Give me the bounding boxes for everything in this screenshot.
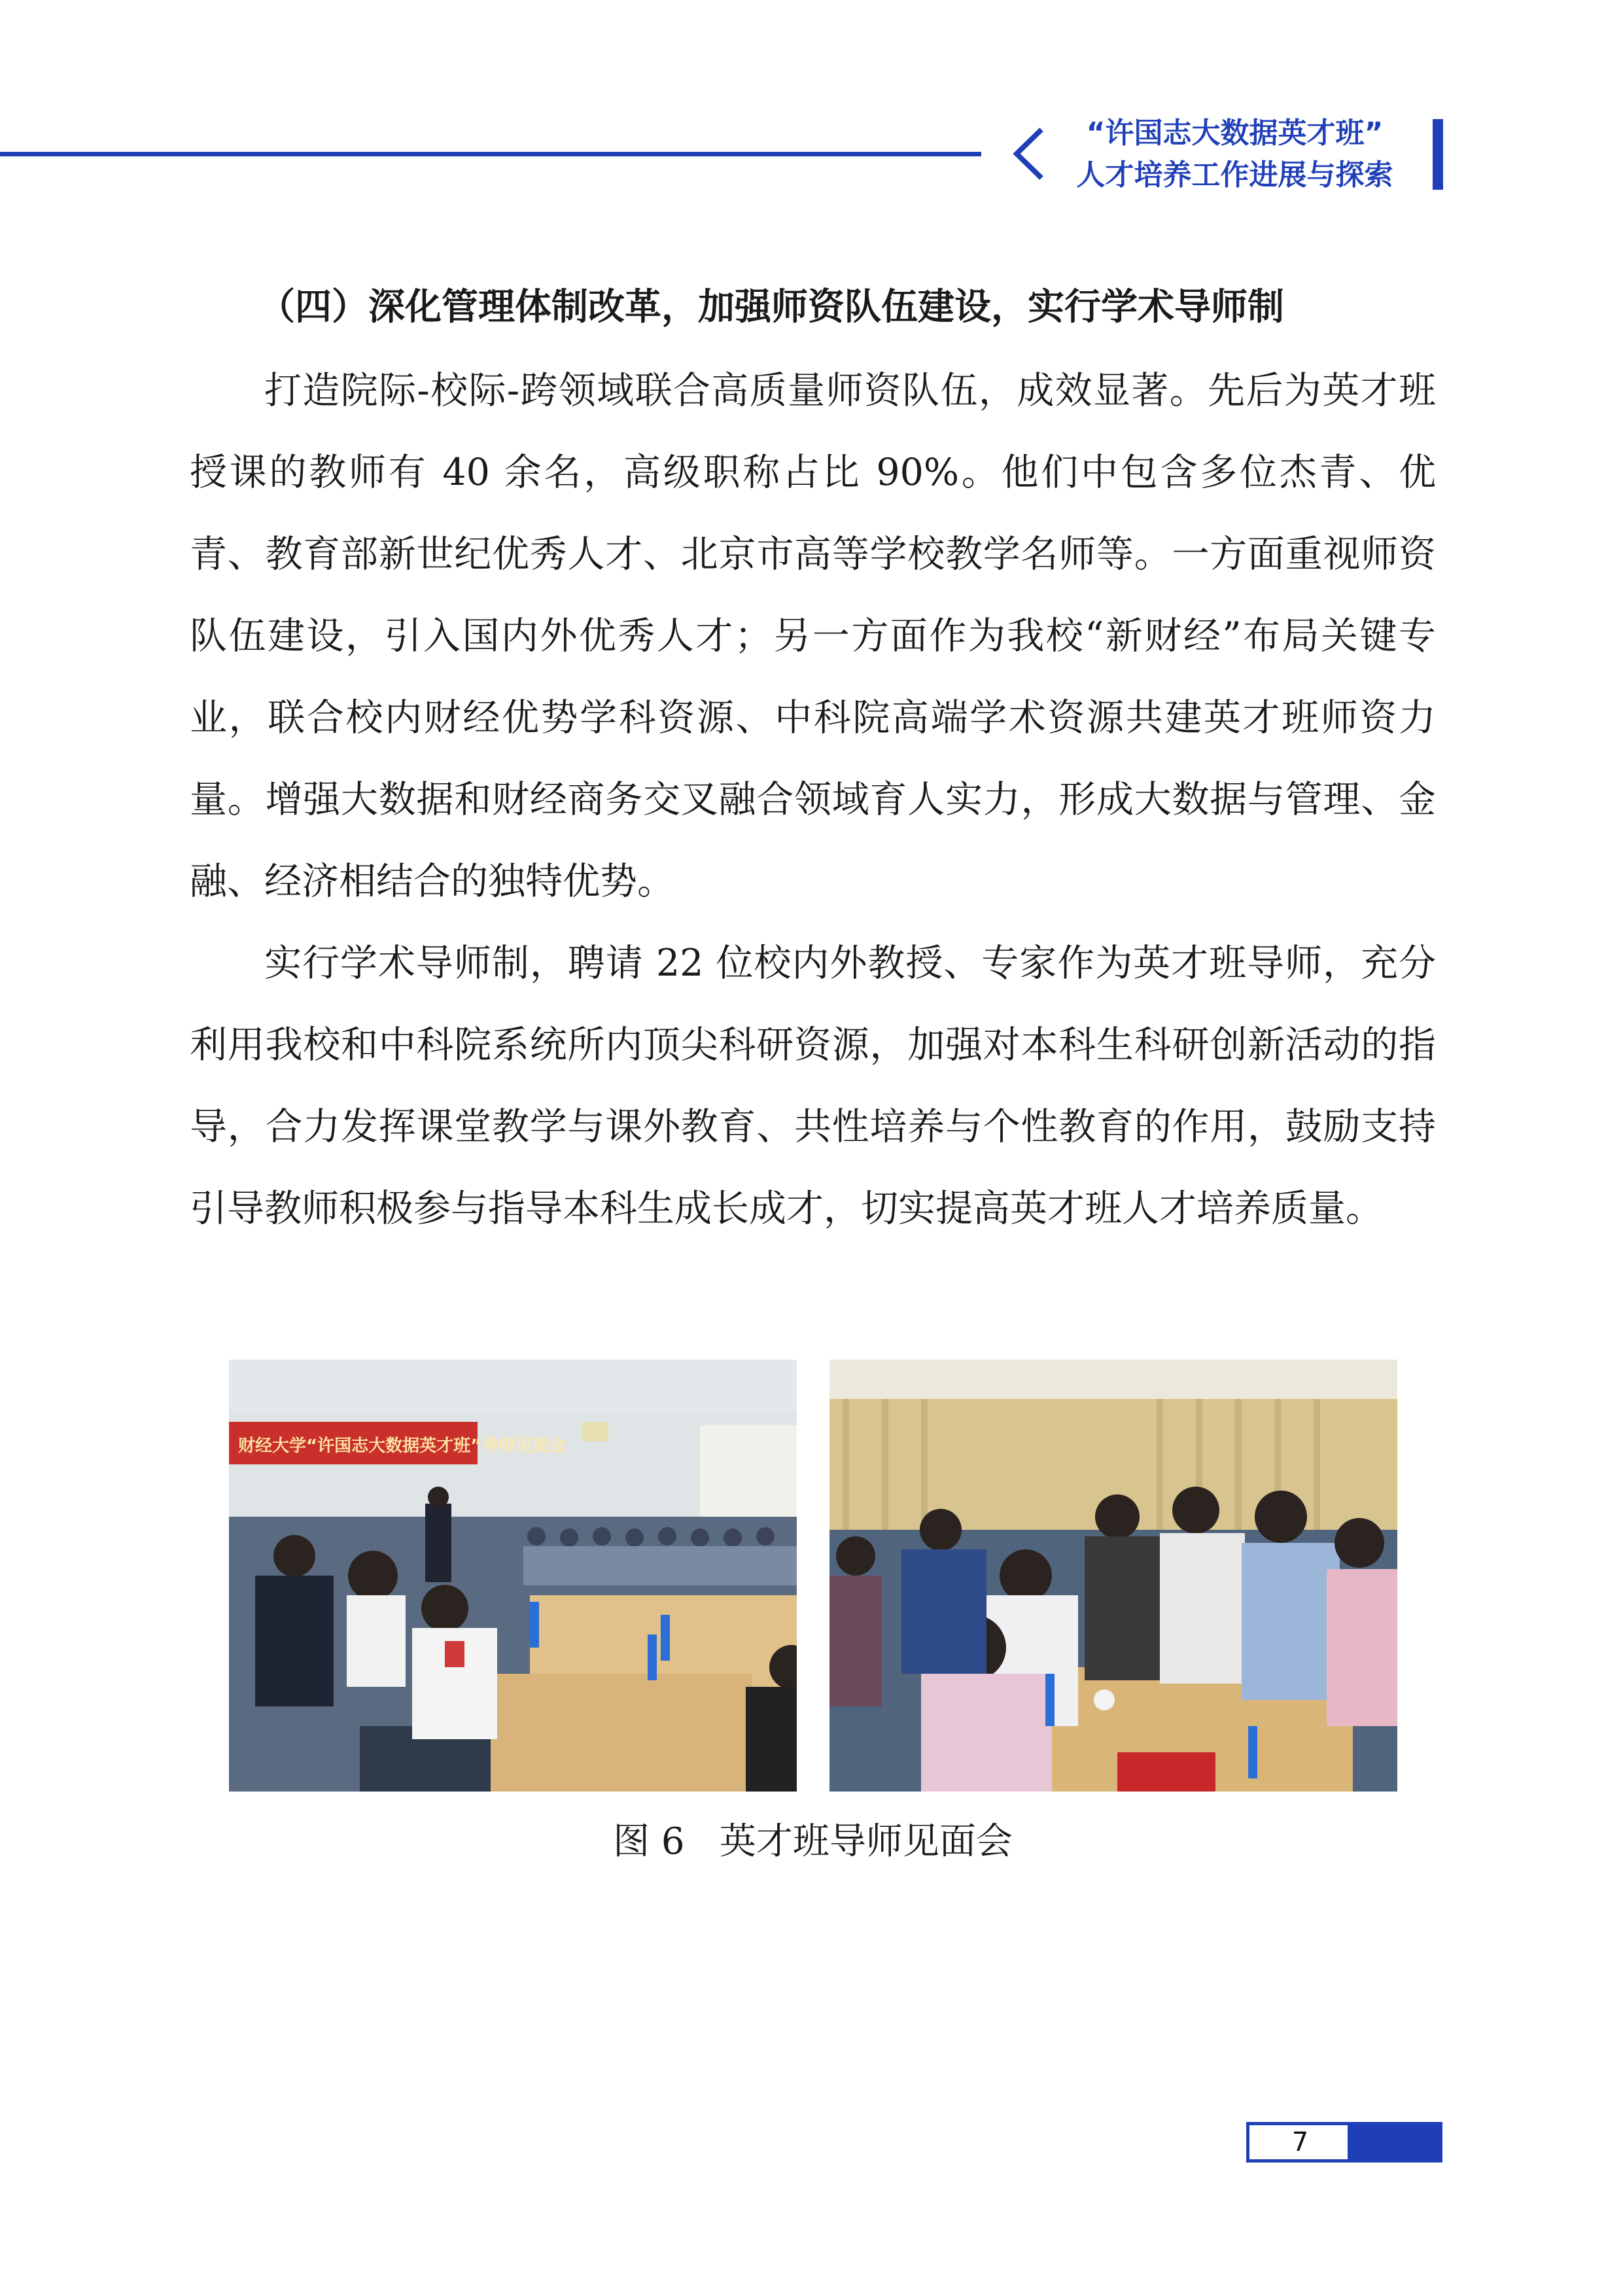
page-number-accent — [1348, 2125, 1439, 2159]
header-title-line-1: “许国志大数据英才班” — [1086, 116, 1384, 150]
header-rule — [0, 152, 981, 156]
figure-caption-text: 英才班导师见面会 — [719, 1820, 1013, 1863]
body-paragraph-2: 实行学术导师制，聘请 22 位校内外教授、专家作为英才班导师，充分利用我校和中科院系统所内顶尖科研资源，加强对本科生科研创新活动的指导，合力发挥课堂教学与课外教育、共性培养与个性教育的作用，鼓励支持引导教师积极参与指导本科生成长成才，切实提高英才班人才培养质量。 — [190, 942, 1436, 1230]
chevron-left-icon — [1001, 124, 1060, 183]
header-accent-bar — [1433, 119, 1443, 190]
running-header-title — [1053, 113, 1416, 196]
figure-caption — [190, 1816, 1436, 1868]
page-number: 7 — [1291, 2127, 1309, 2157]
body-paragraph-1: 打造院际-校际-跨领域联合高质量师资队伍，成效显著。先后为英才班授课的教师有 40 余名，高级职称占比 90%。他们中包含多位杰青、优青、教育部新世纪优秀人才、北京市高等学校教学名师等。一方面重视师资队伍建设，引入国内外优秀人才；另一方面作为我校“新财经”布局关键专业，联合校内财经优势学科资源、中科院高端学术资源共建英才班师资力量。增强大数据和财经商务交叉融合领域育人实力，形成大数据与管理、金融、经济相结合的独特优势。 — [190, 369, 1436, 903]
meeting-photo-left — [229, 1360, 797, 1792]
section-heading: （四）深化管理体制改革，加强师资队伍建设，实行学术导师制 — [258, 286, 1284, 328]
header-title-line-2: 人才培养工作进展与探索 — [1076, 158, 1393, 192]
figure-label: 图 6 — [613, 1820, 685, 1863]
page-number-box — [1246, 2122, 1442, 2163]
banner-text: 财经大学“许国志大数据英才班”导师见面会 — [238, 1436, 567, 1456]
meeting-photo-right — [829, 1360, 1397, 1792]
